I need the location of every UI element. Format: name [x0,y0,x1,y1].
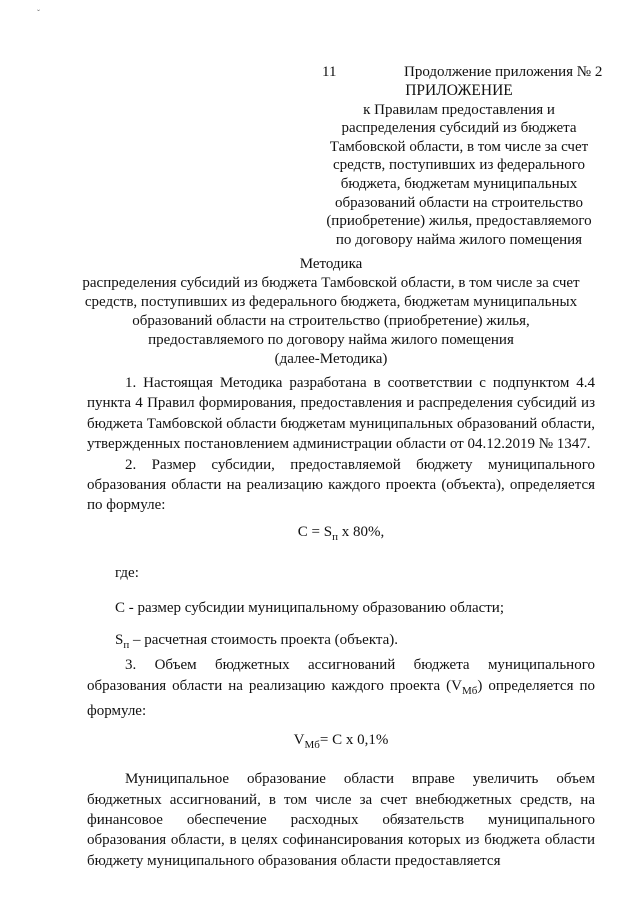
paragraph-3-b: ) определяется по формуле: [87,677,595,720]
appendix-title: ПРИЛОЖЕНИЕ [405,82,513,99]
definition-s [87,630,595,655]
definition-s-text: – расчетная стоимость проекта (объекта). [129,632,399,649]
method-title: Методика [299,256,363,272]
method-title-line: распределения субсидий из бюджета Тамбовской области, в том числе за счет [82,275,580,291]
corner-mark: ˇ [37,8,40,18]
definition-s-subscript: п [123,639,130,652]
formula-budget-symbol: V [293,731,305,748]
appendix-line: средств, поступивших из федерального [332,157,586,174]
appendix-block [320,82,598,249]
document-body [87,373,595,871]
formula-budget-subscript: Мб [304,738,320,751]
paragraph-4: Муниципальное образование области вправе увеличить объем бюджетных ассигнований, в том числе за счет внебюджетных средств, на финансовое обеспечение расходных обязательств муниципального образования области, в целях софинансирования которых из бюджета области бюджету муниципального образования области предоставляется [87,771,595,869]
appendix-line: распределения субсидий из бюджета [341,120,577,137]
formula-subsidy-left: C = S [297,523,333,540]
appendix-line: Тамбовской области, в том числе за счет [329,138,589,155]
method-title-line: (далее-Методика) [274,351,388,367]
method-title-line: образований области на строительство (приобретение) жилья, [132,313,530,329]
paragraph-2: 2. Размер субсидии, предоставляемой бюджету муниципального образования области на реализацию каждого проекта (объекта), определяется по формуле: [87,456,595,514]
appendix-line: по договору найма жилого помещения [335,231,583,248]
appendix-line: бюджета, бюджетам муниципальных [340,175,578,192]
formula-subsidy-subscript: п [332,530,338,543]
paragraph-3-subscript: Мб [462,684,478,697]
page-number: 11 [322,64,337,80]
definition-s-symbol: S [115,632,124,649]
paragraph-3 [87,655,595,721]
method-title-line: предоставляемого по договору найма жилого помещения [148,332,514,348]
continuation-label: Продолжение приложения № 2 [404,64,603,80]
formula-budget [87,730,595,755]
method-title-block [62,255,600,369]
formula-subsidy-right: x 80%, [337,523,385,540]
where-label: где: [115,565,139,582]
formula-budget-rest: = C x 0,1% [319,731,389,748]
appendix-line: к Правилам предоставления и [363,101,555,118]
method-title-line: средств, поступивших из федерального бюджета, бюджетам муниципальных [84,294,578,310]
paragraph-3-a: 3. Объем бюджетных ассигнований бюджета муниципального образования области на реализацию каждого проекта (V [87,657,595,694]
appendix-line: (приобретение) жилья, предоставляемого [326,213,592,230]
appendix-line: образований области на строительство [335,194,583,211]
paragraph-1: 1. Настоящая Методика разработана в соответствии с подпунктом 4.4 пункта 4 Правил формирования, предоставления и распределения субсидий из бюджета Тамбовской области бюджетам муниципальных образований области, утвержденных постановлением администрации области от 04.12.2019 № 1347. [87,375,595,453]
formula-subsidy [87,522,595,547]
definition-c: С - размер субсидии муниципальному образованию области; [115,599,505,616]
